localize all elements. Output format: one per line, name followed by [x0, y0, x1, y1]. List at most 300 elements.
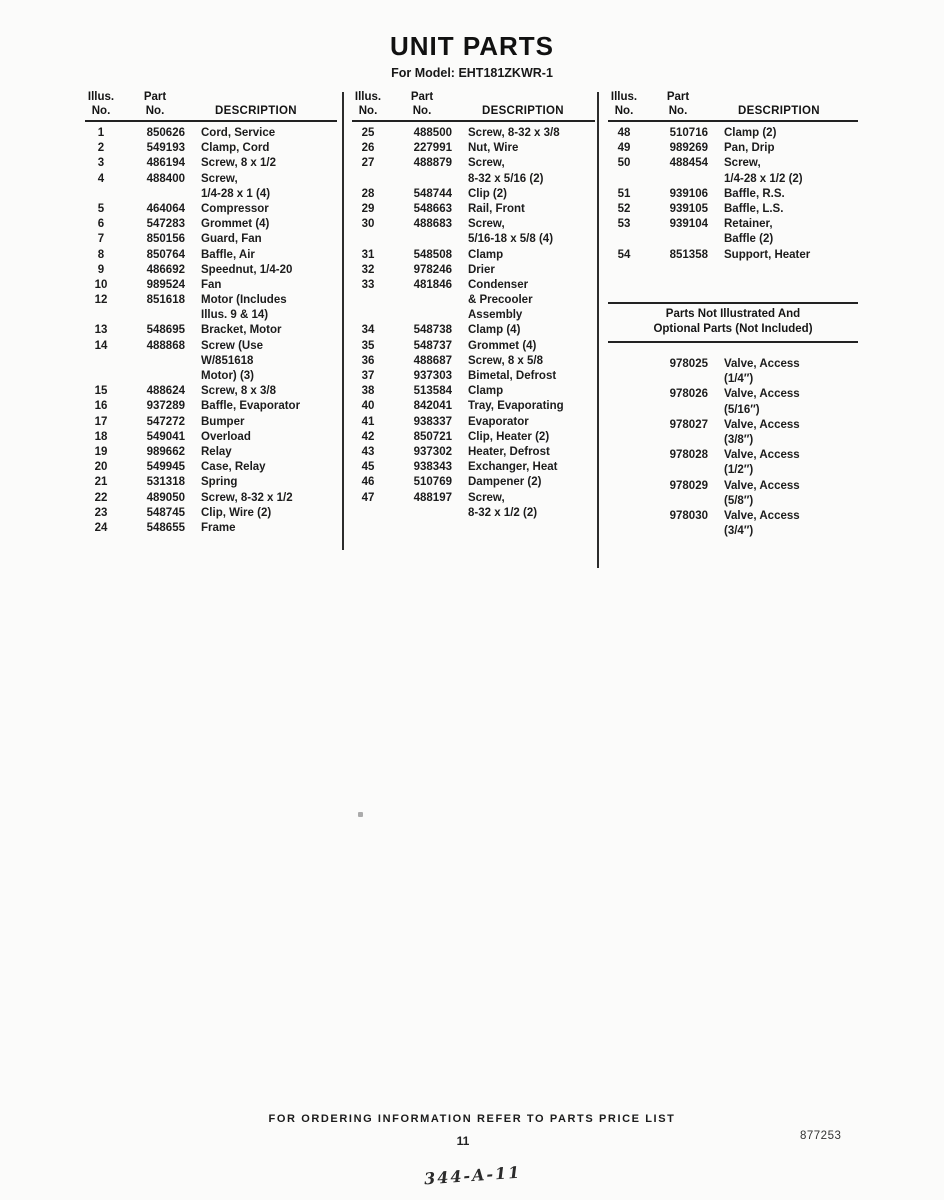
parts-row-line — [85, 399, 337, 414]
description-header-label: DESCRIPTION — [482, 105, 564, 117]
parts-row-line — [85, 506, 337, 521]
parts-row-line — [352, 126, 595, 141]
parts-row-line — [608, 126, 858, 141]
table-header-line1 — [352, 90, 595, 104]
part-no-cell: 548508 — [413, 248, 452, 261]
illus-header-label: Illus. — [354, 91, 382, 103]
illus-no-cell: 13 — [94, 324, 108, 337]
illus-no-cell — [608, 479, 640, 494]
parts-column-2 — [352, 90, 595, 521]
part-no-cell — [648, 494, 708, 509]
parts-rows — [352, 126, 595, 521]
description-cell: Clamp — [468, 385, 504, 398]
part-no-cell: 481846 — [413, 278, 452, 291]
part-no-cell — [392, 293, 452, 308]
part-no-header-label: No. — [412, 105, 432, 117]
part-no-cell: 850721 — [413, 430, 452, 443]
description-cell: Condenser — [468, 278, 529, 291]
part-no-cell: 978030 — [669, 509, 708, 522]
illus-no-cell: 18 — [94, 430, 108, 443]
illus-no-cell: 51 — [617, 187, 631, 200]
illus-no-cell — [85, 308, 117, 323]
parts-row-line — [85, 430, 337, 445]
parts-row-line — [352, 156, 595, 171]
parts-row-line — [85, 263, 337, 278]
illus-no-cell: 50 — [617, 157, 631, 170]
parts-row-line — [608, 372, 858, 387]
illus-no-cell: 7 — [97, 233, 105, 246]
illus-no-cell: 52 — [617, 202, 631, 215]
illus-no-header-label: No. — [614, 105, 634, 117]
illus-no-cell — [85, 369, 117, 384]
description-cell: Drier — [468, 263, 495, 276]
illus-no-cell: 31 — [361, 248, 375, 261]
description-cell: & Precooler — [468, 294, 533, 307]
description-cell: Grommet (4) — [201, 218, 270, 231]
description-cell: Exchanger, Heat — [468, 461, 558, 474]
description-cell: Bracket, Motor — [201, 324, 282, 337]
parts-row-line — [352, 141, 595, 156]
description-cell: Case, Relay — [201, 461, 266, 474]
illus-no-cell — [352, 308, 384, 323]
illus-header-label: Illus. — [87, 91, 115, 103]
illus-no-cell: 5 — [97, 202, 105, 215]
part-no-cell: 939104 — [669, 218, 708, 231]
description-cell: Bimetal, Defrost — [468, 370, 557, 382]
illus-no-cell: 53 — [617, 218, 631, 231]
parts-row-line — [352, 491, 595, 506]
illus-no-cell: 46 — [361, 476, 375, 489]
scan-artifact — [358, 812, 363, 817]
parts-row-line — [85, 141, 337, 156]
parts-row-line — [608, 524, 858, 539]
illus-no-cell: 2 — [97, 142, 105, 155]
parts-row-line — [352, 217, 595, 232]
part-no-cell: 851358 — [669, 248, 708, 261]
table-header-line2 — [85, 104, 337, 118]
part-no-cell: 978028 — [669, 449, 708, 462]
parts-row-line — [85, 354, 337, 369]
parts-row-line — [352, 172, 595, 187]
illus-no-cell: 26 — [361, 142, 375, 155]
description-cell: (3/8″) — [724, 433, 754, 446]
parts-row-line — [85, 156, 337, 171]
parts-column-3 — [608, 90, 858, 263]
table-header-line2 — [352, 104, 595, 118]
description-cell: Baffle, L.S. — [724, 202, 784, 215]
description-cell: Rail, Front — [468, 202, 525, 215]
parts-column-1 — [85, 90, 337, 536]
description-cell: Tray, Evaporating — [468, 400, 564, 413]
part-no-cell: 513584 — [413, 385, 452, 398]
column-divider — [597, 92, 599, 568]
parts-row-line — [85, 248, 337, 263]
parts-row-line — [352, 278, 595, 293]
description-cell: Screw, — [724, 157, 761, 170]
part-no-cell — [648, 463, 708, 478]
description-cell: Guard, Fan — [201, 233, 262, 246]
parts-row-line — [352, 369, 595, 384]
part-no-cell: 850764 — [146, 248, 185, 261]
illus-no-header-label: No. — [358, 105, 378, 117]
illus-no-cell: 15 — [94, 385, 108, 398]
parts-row-line — [608, 509, 858, 524]
illus-no-cell — [608, 418, 640, 433]
illus-no-cell: 25 — [361, 127, 375, 139]
part-no-cell: 938337 — [413, 415, 452, 428]
parts-row-line — [352, 232, 595, 247]
description-cell: Baffle, R.S. — [724, 187, 785, 200]
parts-row-line — [85, 491, 337, 506]
part-no-cell: 937289 — [146, 400, 185, 413]
part-header-label: Part — [410, 91, 434, 103]
illus-no-cell: 22 — [94, 491, 108, 504]
part-no-cell: 937302 — [413, 445, 452, 458]
part-no-cell: 488879 — [413, 157, 452, 170]
illus-no-cell: 21 — [94, 476, 108, 489]
document-number: 877253 — [800, 1130, 842, 1142]
illus-no-cell: 34 — [361, 324, 375, 337]
illus-no-cell — [608, 509, 640, 524]
part-no-header-label: No. — [668, 105, 688, 117]
description-cell: Screw, — [468, 218, 505, 231]
description-cell: Baffle, Evaporator — [201, 400, 301, 413]
description-cell: Clip (2) — [468, 187, 507, 200]
optional-parts-header — [608, 302, 858, 343]
parts-row-line — [608, 357, 858, 372]
parts-row-line — [352, 354, 595, 369]
part-no-cell: 510769 — [413, 476, 452, 489]
parts-row-line — [608, 141, 858, 156]
parts-row-line — [608, 418, 858, 433]
parts-row-line — [352, 445, 595, 460]
illus-no-cell: 14 — [94, 339, 108, 352]
description-cell: Dampener (2) — [468, 476, 542, 489]
parts-row-line — [352, 339, 595, 354]
part-no-cell: 488400 — [146, 172, 185, 185]
description-cell: 5/16-18 x 5/8 (4) — [468, 233, 554, 246]
parts-row-line — [608, 433, 858, 448]
part-no-cell: 549193 — [146, 142, 185, 155]
description-cell: Heater, Defrost — [468, 445, 550, 458]
illus-no-cell: 49 — [617, 142, 631, 155]
parts-row-line — [85, 202, 337, 217]
parts-row-line — [85, 521, 337, 536]
illus-no-cell: 19 — [94, 445, 108, 458]
illus-no-cell: 23 — [94, 506, 108, 519]
parts-row-line — [85, 217, 337, 232]
illus-no-cell: 4 — [97, 172, 105, 185]
illus-no-cell: 1 — [97, 127, 105, 139]
illus-no-cell — [608, 448, 640, 463]
illus-no-cell: 47 — [361, 491, 375, 504]
description-cell: Valve, Access — [724, 388, 800, 401]
description-cell: 1/4-28 x 1/2 (2) — [724, 172, 803, 185]
description-cell: Screw, — [468, 157, 505, 170]
part-no-cell: 851618 — [146, 294, 185, 307]
parts-row-line — [608, 248, 858, 263]
parts-row-line — [85, 445, 337, 460]
part-no-cell: 850156 — [146, 233, 185, 246]
parts-row-line — [85, 172, 337, 187]
part-no-cell — [125, 187, 185, 202]
part-no-cell: 938343 — [413, 461, 452, 474]
parts-row-line — [352, 399, 595, 414]
illus-no-cell: 30 — [361, 218, 375, 231]
part-no-cell: 548745 — [146, 506, 185, 519]
description-cell: Baffle (2) — [724, 233, 774, 246]
illus-no-cell: 20 — [94, 461, 108, 474]
parts-row-line — [352, 308, 595, 323]
part-no-cell: 548744 — [413, 187, 452, 200]
description-cell: Valve, Access — [724, 449, 800, 462]
illus-no-cell — [608, 172, 640, 187]
part-no-cell — [392, 172, 452, 187]
part-header-label: Part — [143, 91, 167, 103]
description-cell: Valve, Access — [724, 479, 800, 492]
parts-row-line — [85, 126, 337, 141]
illus-no-cell: 29 — [361, 202, 375, 215]
part-no-cell: 978025 — [669, 358, 708, 370]
part-no-cell — [648, 524, 708, 539]
part-no-cell — [125, 369, 185, 384]
part-no-cell: 488624 — [146, 385, 185, 398]
illus-no-cell: 32 — [361, 263, 375, 276]
part-no-cell — [648, 372, 708, 387]
parts-row-line — [85, 460, 337, 475]
illus-no-cell: 27 — [361, 157, 375, 170]
part-no-cell — [125, 354, 185, 369]
illus-no-cell — [352, 172, 384, 187]
part-no-cell: 510716 — [669, 127, 708, 139]
description-cell: Assembly — [468, 309, 523, 322]
description-cell: Motor) (3) — [201, 370, 255, 382]
parts-row-line — [352, 460, 595, 475]
parts-row-line — [608, 187, 858, 202]
illus-no-cell: 24 — [94, 521, 108, 534]
description-header-label: DESCRIPTION — [215, 105, 297, 117]
part-no-cell — [392, 506, 452, 521]
description-cell: W/851618 — [201, 354, 254, 367]
table-header — [352, 90, 595, 122]
parts-row-line — [608, 403, 858, 418]
part-no-cell: 548738 — [413, 324, 452, 337]
parts-row-line — [608, 156, 858, 171]
table-header-line1 — [85, 90, 337, 104]
description-cell: Screw (Use — [201, 339, 264, 352]
illus-no-cell: 37 — [361, 370, 375, 382]
part-no-cell — [392, 308, 452, 323]
description-cell: 8-32 x 5/16 (2) — [468, 172, 544, 185]
part-no-cell — [648, 232, 708, 247]
description-cell: Evaporator — [468, 415, 529, 428]
description-cell: Support, Heater — [724, 248, 811, 261]
parts-row-line — [352, 323, 595, 338]
description-cell: Screw, 8-32 x 1/2 — [201, 491, 293, 504]
parts-rows — [608, 126, 858, 263]
description-cell: Clamp (4) — [468, 324, 521, 337]
part-no-cell: 486194 — [146, 157, 185, 170]
description-cell: Nut, Wire — [468, 142, 519, 155]
part-no-cell: 547283 — [146, 218, 185, 231]
illus-no-cell: 10 — [94, 278, 108, 291]
illus-no-cell: 43 — [361, 445, 375, 458]
parts-row-line — [85, 384, 337, 399]
description-cell: Motor (Includes — [201, 294, 287, 307]
part-no-cell — [392, 232, 452, 247]
ordering-note: FOR ORDERING INFORMATION REFER TO PARTS PRICE LIST — [268, 1113, 676, 1125]
description-cell: (1/4″) — [724, 373, 754, 386]
description-cell: 1/4-28 x 1 (4) — [201, 187, 271, 200]
parts-row-line — [352, 475, 595, 490]
part-no-cell: 850626 — [146, 127, 185, 139]
description-cell: Pan, Drip — [724, 142, 775, 155]
part-no-cell: 978029 — [669, 479, 708, 492]
part-no-cell: 989662 — [146, 445, 185, 458]
description-cell: Compressor — [201, 202, 269, 215]
parts-row-line — [352, 506, 595, 521]
page-number: 11 — [456, 1134, 470, 1148]
illus-no-cell: 12 — [94, 294, 108, 307]
illus-no-cell: 41 — [361, 415, 375, 428]
illus-no-cell: 38 — [361, 385, 375, 398]
table-header — [85, 90, 337, 122]
part-no-cell: 548695 — [146, 324, 185, 337]
illus-header-label: Illus. — [610, 91, 638, 103]
parts-row-line — [85, 308, 337, 323]
illus-no-cell — [608, 232, 640, 247]
illus-no-cell — [608, 463, 640, 478]
parts-row-line — [608, 172, 858, 187]
description-cell: Baffle, Air — [201, 248, 255, 261]
parts-row-line — [352, 263, 595, 278]
part-no-cell: 488687 — [413, 354, 452, 367]
illus-no-cell: 40 — [361, 400, 375, 413]
description-cell: Frame — [201, 521, 236, 534]
parts-row-line — [85, 415, 337, 430]
illus-no-cell: 42 — [361, 430, 375, 443]
illus-no-cell — [608, 433, 640, 448]
description-cell: Bumper — [201, 415, 245, 428]
part-no-cell: 978027 — [669, 418, 708, 431]
table-header-line2 — [608, 104, 858, 118]
parts-row-line — [85, 232, 337, 247]
illus-no-cell: 9 — [97, 263, 105, 276]
parts-row-line — [85, 369, 337, 384]
description-cell: Illus. 9 & 14) — [201, 309, 269, 322]
illus-no-cell: 54 — [617, 248, 631, 261]
part-no-cell: 489050 — [146, 491, 185, 504]
part-no-cell: 227991 — [413, 142, 452, 155]
description-cell: Fan — [201, 278, 222, 291]
page-title: UNIT PARTS — [389, 31, 555, 61]
parts-row-line — [85, 475, 337, 490]
illus-no-cell: 17 — [94, 415, 108, 428]
illus-no-cell — [85, 187, 117, 202]
part-no-cell — [125, 308, 185, 323]
illus-no-cell — [352, 506, 384, 521]
description-cell: (5/16″) — [724, 403, 760, 416]
illus-no-cell: 3 — [97, 157, 105, 170]
optional-parts-rows — [608, 357, 858, 539]
part-no-cell: 989524 — [146, 278, 185, 291]
table-header — [608, 90, 858, 122]
parts-rows — [85, 126, 337, 536]
illus-no-cell — [608, 403, 640, 418]
parts-row-line — [352, 293, 595, 308]
description-cell: Grommet (4) — [468, 339, 537, 352]
description-cell: Overload — [201, 430, 251, 443]
illus-no-cell: 36 — [361, 354, 375, 367]
parts-row-line — [352, 187, 595, 202]
illus-no-cell: 35 — [361, 339, 375, 352]
illus-no-cell: 6 — [97, 218, 105, 231]
part-no-cell: 939105 — [669, 202, 708, 215]
description-cell: Clamp — [468, 248, 504, 261]
part-no-cell: 531318 — [146, 476, 185, 489]
part-no-cell: 549041 — [146, 430, 185, 443]
description-cell: (5/8″) — [724, 494, 754, 507]
illus-no-cell — [85, 354, 117, 369]
part-no-cell: 464064 — [146, 202, 185, 215]
parts-row-line — [608, 387, 858, 402]
illus-no-cell — [352, 232, 384, 247]
part-no-cell: 488454 — [669, 157, 708, 170]
part-no-cell: 488868 — [146, 339, 185, 352]
illus-no-cell: 48 — [617, 127, 631, 139]
table-header-line1 — [608, 90, 858, 104]
description-cell: Spring — [201, 476, 238, 489]
parts-row-line — [85, 278, 337, 293]
illus-no-header-label: No. — [91, 105, 111, 117]
illus-no-cell: 16 — [94, 400, 108, 413]
description-cell: Screw, — [201, 172, 238, 185]
part-no-cell: 989269 — [669, 142, 708, 155]
part-no-cell: 937303 — [413, 370, 452, 382]
description-cell: Cord, Service — [201, 127, 276, 139]
parts-row-line — [85, 339, 337, 354]
part-no-cell: 939106 — [669, 187, 708, 200]
part-no-cell: 842041 — [413, 400, 452, 413]
description-cell: Screw, 8 x 1/2 — [201, 157, 277, 170]
part-no-cell: 547272 — [146, 415, 185, 428]
parts-row-line — [352, 415, 595, 430]
parts-row-line — [352, 384, 595, 399]
description-cell: Clip, Heater (2) — [468, 430, 550, 443]
parts-row-line — [608, 202, 858, 217]
description-cell: Clip, Wire (2) — [201, 506, 272, 519]
description-cell: Clamp, Cord — [201, 142, 270, 155]
illus-no-cell — [352, 293, 384, 308]
parts-row-line — [352, 202, 595, 217]
parts-row-line — [85, 293, 337, 308]
part-no-cell: 549945 — [146, 461, 185, 474]
part-no-cell: 488683 — [413, 218, 452, 231]
parts-row-line — [608, 494, 858, 509]
illus-no-cell — [608, 372, 640, 387]
optional-parts-title-line1: Parts Not Illustrated And — [665, 308, 801, 320]
part-no-cell — [648, 172, 708, 187]
description-cell: Valve, Access — [724, 358, 800, 370]
part-no-cell: 486692 — [146, 263, 185, 276]
part-no-cell: 978026 — [669, 388, 708, 401]
description-cell: (3/4″) — [724, 525, 754, 538]
description-cell: Clamp (2) — [724, 127, 777, 139]
part-no-cell: 488500 — [413, 127, 452, 139]
description-cell: Screw, — [468, 491, 505, 504]
parts-row-line — [608, 232, 858, 247]
parts-row-line — [608, 448, 858, 463]
